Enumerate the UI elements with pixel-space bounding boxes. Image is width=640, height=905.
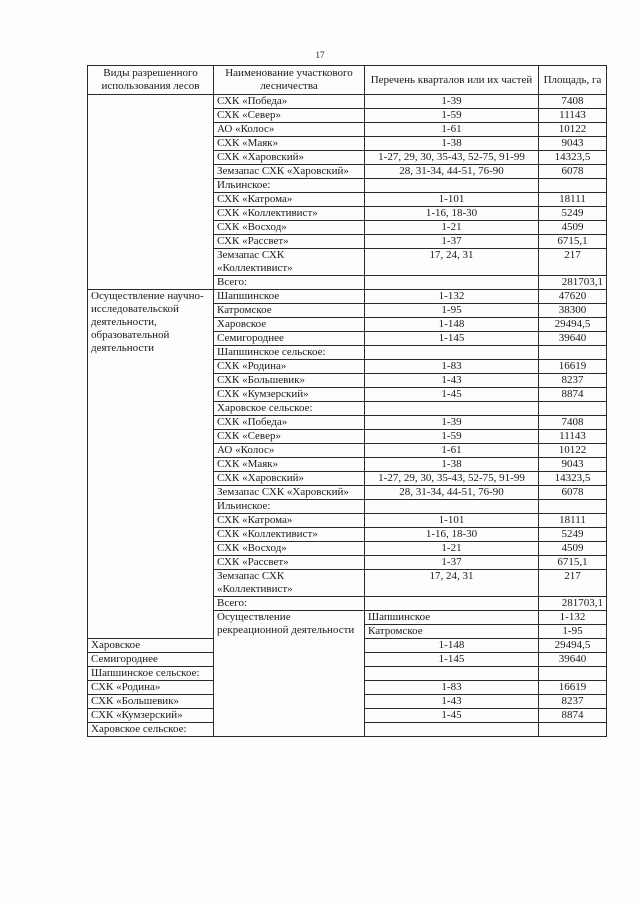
forestry-cell: Семигороднее bbox=[214, 332, 365, 346]
area-cell: 38300 bbox=[539, 304, 607, 318]
table-row bbox=[88, 221, 607, 235]
area-cell: 8237 bbox=[539, 695, 607, 709]
quarters-cell: 1-61 bbox=[365, 123, 539, 137]
forestry-cell: Ильинское: bbox=[214, 179, 365, 193]
area-cell: 4509 bbox=[539, 221, 607, 235]
forestry-cell: СХК «Коллективист» bbox=[214, 207, 365, 221]
quarters-cell: 1-101 bbox=[365, 514, 539, 528]
table-row bbox=[88, 151, 607, 165]
use-type-cell bbox=[88, 151, 214, 165]
area-cell: 8874 bbox=[539, 388, 607, 402]
forestry-cell: Ильинское: bbox=[214, 500, 365, 514]
table-row bbox=[88, 249, 607, 276]
quarters-cell bbox=[365, 667, 539, 681]
quarters-cell: 1-101 bbox=[365, 193, 539, 207]
quarters-cell bbox=[365, 500, 539, 514]
quarters-cell: 1-21 bbox=[365, 542, 539, 556]
forestry-cell: Шапшинское сельское: bbox=[214, 346, 365, 360]
forestry-cell: Всего: bbox=[214, 597, 365, 611]
quarters-cell: 1-95 bbox=[365, 304, 539, 318]
area-cell: 29494,5 bbox=[539, 639, 607, 653]
quarters-cell: 17, 24, 31 bbox=[365, 249, 539, 276]
forestry-cell: СХК «Маяк» bbox=[214, 137, 365, 151]
use-type-cell bbox=[88, 207, 214, 221]
quarters-cell: 1-148 bbox=[365, 318, 539, 332]
area-cell: 7408 bbox=[539, 95, 607, 109]
table-body bbox=[88, 95, 607, 737]
table-row bbox=[88, 109, 607, 123]
forestry-cell: СХК «Харовский» bbox=[214, 151, 365, 165]
quarters-cell: 1-21 bbox=[365, 221, 539, 235]
table-row bbox=[88, 95, 607, 109]
area-cell: 16619 bbox=[539, 681, 607, 695]
forestry-cell: СХК «Кумзерский» bbox=[88, 709, 214, 723]
area-cell bbox=[539, 723, 607, 737]
quarters-cell bbox=[365, 276, 539, 290]
area-cell: 29494,5 bbox=[539, 318, 607, 332]
area-cell: 11143 bbox=[539, 430, 607, 444]
forestry-cell: СХК «Катрома» bbox=[214, 514, 365, 528]
area-cell: 10122 bbox=[539, 444, 607, 458]
forestry-cell: Шапшинское сельское: bbox=[88, 667, 214, 681]
table-row bbox=[88, 165, 607, 179]
table-row bbox=[88, 207, 607, 221]
forestry-cell: СХК «Большевик» bbox=[88, 695, 214, 709]
table-row bbox=[88, 179, 607, 193]
quarters-cell: 28, 31-34, 44-51, 76-90 bbox=[365, 165, 539, 179]
forestry-cell: СХК «Восход» bbox=[214, 221, 365, 235]
forestry-cell: Харовское сельское: bbox=[88, 723, 214, 737]
area-cell: 9043 bbox=[539, 137, 607, 151]
quarters-cell: 1-27, 29, 30, 35-43, 52-75, 91-99 bbox=[365, 472, 539, 486]
use-type-cell bbox=[88, 95, 214, 109]
use-type-cell bbox=[88, 109, 214, 123]
area-cell bbox=[539, 346, 607, 360]
area-cell: 39640 bbox=[539, 653, 607, 667]
area-cell: 11143 bbox=[539, 109, 607, 123]
quarters-cell bbox=[365, 597, 539, 611]
table-row bbox=[88, 137, 607, 151]
quarters-cell: 1-59 bbox=[365, 109, 539, 123]
area-cell: 16619 bbox=[539, 360, 607, 374]
quarters-cell bbox=[365, 402, 539, 416]
area-cell: 47620 bbox=[539, 290, 607, 304]
forestry-cell: Катромское bbox=[365, 625, 539, 639]
forestry-cell: Всего: bbox=[214, 276, 365, 290]
header-area: Площадь, га bbox=[539, 66, 607, 95]
quarters-cell: 1-45 bbox=[365, 388, 539, 402]
area-cell: 8237 bbox=[539, 374, 607, 388]
quarters-cell: 1-45 bbox=[365, 709, 539, 723]
forestry-cell: Харовское bbox=[88, 639, 214, 653]
table-row bbox=[88, 193, 607, 207]
forestry-cell: Шапшинское bbox=[214, 290, 365, 304]
quarters-cell: 1-148 bbox=[365, 639, 539, 653]
quarters-cell: 1-39 bbox=[365, 416, 539, 430]
forestry-cell: СХК «Север» bbox=[214, 109, 365, 123]
area-cell bbox=[539, 500, 607, 514]
area-cell: 10122 bbox=[539, 123, 607, 137]
quarters-cell: 1-61 bbox=[365, 444, 539, 458]
area-cell: 18111 bbox=[539, 193, 607, 207]
quarters-cell: 17, 24, 31 bbox=[365, 570, 539, 597]
area-cell: 9043 bbox=[539, 458, 607, 472]
quarters-cell bbox=[365, 723, 539, 737]
forestry-cell: СХК «Рассвет» bbox=[214, 235, 365, 249]
area-cell: 6715,1 bbox=[539, 556, 607, 570]
table-row bbox=[88, 276, 607, 290]
quarters-cell: 1-132 bbox=[365, 290, 539, 304]
forestry-cell: СХК «Большевик» bbox=[214, 374, 365, 388]
use-type-cell bbox=[88, 165, 214, 179]
area-cell: 6078 bbox=[539, 165, 607, 179]
forestry-cell: АО «Колос» bbox=[214, 444, 365, 458]
use-type-cell bbox=[88, 249, 214, 276]
quarters-cell: 1-145 bbox=[365, 332, 539, 346]
quarters-cell: 1-16, 18-30 bbox=[365, 528, 539, 542]
area-cell: 7408 bbox=[539, 416, 607, 430]
area-cell: 5249 bbox=[539, 207, 607, 221]
quarters-cell bbox=[365, 346, 539, 360]
area-cell bbox=[539, 179, 607, 193]
quarters-cell: 1-39 bbox=[365, 95, 539, 109]
quarters-cell: 1-83 bbox=[365, 681, 539, 695]
area-cell: 6715,1 bbox=[539, 235, 607, 249]
forestry-cell: СХК «Маяк» bbox=[214, 458, 365, 472]
use-type-cell bbox=[88, 137, 214, 151]
area-cell: 39640 bbox=[539, 332, 607, 346]
area-cell: 5249 bbox=[539, 528, 607, 542]
quarters-cell: 1-38 bbox=[365, 137, 539, 151]
quarters-cell: 1-95 bbox=[539, 625, 607, 639]
area-cell bbox=[539, 667, 607, 681]
use-type-cell bbox=[88, 235, 214, 249]
quarters-cell: 1-37 bbox=[365, 556, 539, 570]
area-cell: 217 bbox=[539, 249, 607, 276]
quarters-cell: 1-132 bbox=[539, 611, 607, 625]
forestry-cell: СХК «Победа» bbox=[214, 416, 365, 430]
area-cell: 14323,5 bbox=[539, 472, 607, 486]
table-row bbox=[88, 290, 607, 304]
use-type-cell bbox=[88, 276, 214, 290]
area-cell: 14323,5 bbox=[539, 151, 607, 165]
forestry-cell: Земзапас СХК «Харовский» bbox=[214, 165, 365, 179]
area-cell: 4509 bbox=[539, 542, 607, 556]
area-cell: 8874 bbox=[539, 709, 607, 723]
forestry-cell: СХК «Коллективист» bbox=[214, 528, 365, 542]
forestry-cell: Земзапас СХК «Коллективист» bbox=[214, 249, 365, 276]
quarters-cell: 1-59 bbox=[365, 430, 539, 444]
quarters-cell: 1-38 bbox=[365, 458, 539, 472]
area-cell: 6078 bbox=[539, 486, 607, 500]
forestry-cell: СХК «Победа» bbox=[214, 95, 365, 109]
area-cell: 217 bbox=[539, 570, 607, 597]
forestry-cell: СХК «Кумзерский» bbox=[214, 388, 365, 402]
area-cell: 281703,1 bbox=[539, 597, 607, 611]
forestry-cell: СХК «Катрома» bbox=[214, 193, 365, 207]
forestry-cell: СХК «Рассвет» bbox=[214, 556, 365, 570]
quarters-cell: 1-145 bbox=[365, 653, 539, 667]
area-cell: 18111 bbox=[539, 514, 607, 528]
quarters-cell: 28, 31-34, 44-51, 76-90 bbox=[365, 486, 539, 500]
quarters-cell: 1-16, 18-30 bbox=[365, 207, 539, 221]
forestry-cell: СХК «Харовский» bbox=[214, 472, 365, 486]
use-type-cell: Осуществление рекреационной деятельности bbox=[214, 611, 365, 737]
table-header-row bbox=[88, 66, 607, 95]
header-use: Виды разрешенного использования лесов bbox=[88, 66, 214, 95]
quarters-cell: 1-83 bbox=[365, 360, 539, 374]
forestry-cell: Шапшинское bbox=[365, 611, 539, 625]
forestry-cell: Семигороднее bbox=[88, 653, 214, 667]
page-number: 17 bbox=[315, 50, 325, 60]
use-type-cell: Осуществление научно-исследовательской деятельности, образовательной деятельности bbox=[88, 290, 214, 639]
quarters-cell: 1-43 bbox=[365, 374, 539, 388]
table-row bbox=[88, 123, 607, 137]
use-type-cell bbox=[88, 193, 214, 207]
use-type-cell bbox=[88, 221, 214, 235]
forest-use-table bbox=[87, 65, 607, 737]
quarters-cell: 1-27, 29, 30, 35-43, 52-75, 91-99 bbox=[365, 151, 539, 165]
quarters-cell: 1-37 bbox=[365, 235, 539, 249]
forestry-cell: АО «Колос» bbox=[214, 123, 365, 137]
area-cell: 281703,1 bbox=[539, 276, 607, 290]
quarters-cell bbox=[365, 179, 539, 193]
use-type-cell bbox=[88, 179, 214, 193]
area-cell bbox=[539, 402, 607, 416]
table-row bbox=[88, 235, 607, 249]
forestry-cell: СХК «Родина» bbox=[214, 360, 365, 374]
forestry-cell: СХК «Родина» bbox=[88, 681, 214, 695]
forestry-cell: Харовское bbox=[214, 318, 365, 332]
forestry-cell: Земзапас СХК «Харовский» bbox=[214, 486, 365, 500]
forestry-cell: Катромское bbox=[214, 304, 365, 318]
forestry-cell: СХК «Север» bbox=[214, 430, 365, 444]
forestry-cell: Харовское сельское: bbox=[214, 402, 365, 416]
header-forestry: Наименование участкового лесничества bbox=[214, 66, 365, 95]
forestry-cell: Земзапас СХК «Коллективист» bbox=[214, 570, 365, 597]
quarters-cell: 1-43 bbox=[365, 695, 539, 709]
use-type-cell bbox=[88, 123, 214, 137]
header-quarters: Перечень кварталов или их частей bbox=[365, 66, 539, 95]
forestry-cell: СХК «Восход» bbox=[214, 542, 365, 556]
